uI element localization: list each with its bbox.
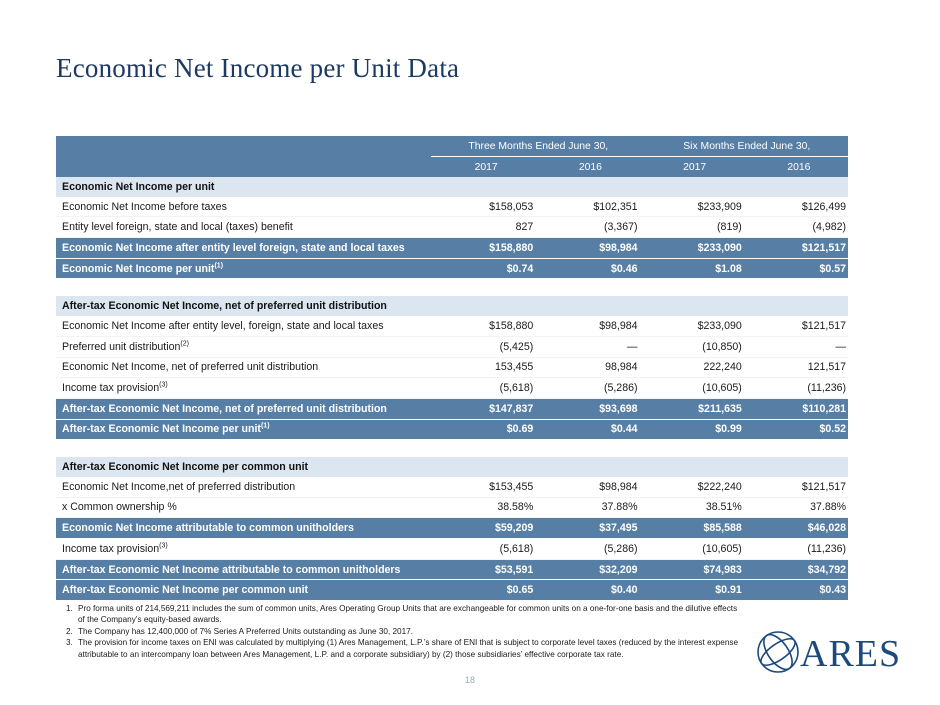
row-label bbox=[56, 296, 431, 316]
cell-value: $0.40 bbox=[535, 580, 639, 601]
cell-value: $0.52 bbox=[744, 419, 848, 440]
row-label bbox=[56, 457, 431, 477]
row-label-text: Economic Net Income per unit bbox=[62, 180, 215, 193]
table-row bbox=[56, 518, 848, 539]
table-row bbox=[56, 357, 848, 378]
row-label-text: Preferred unit distribution bbox=[62, 340, 181, 353]
table-row bbox=[56, 316, 848, 336]
financial-table bbox=[56, 136, 848, 601]
cell-value: $158,880 bbox=[431, 238, 535, 259]
cell-value: (10,605) bbox=[640, 539, 744, 560]
footnote bbox=[66, 603, 746, 626]
footnote-ref: (1) bbox=[260, 422, 270, 430]
row-label bbox=[56, 518, 431, 539]
year-header: 2017 bbox=[640, 157, 744, 178]
cell-value: 827 bbox=[431, 217, 535, 238]
cell-value: (4,982) bbox=[744, 217, 848, 238]
cell-value bbox=[744, 457, 848, 477]
cell-value: 222,240 bbox=[640, 357, 744, 378]
cell-value bbox=[640, 279, 744, 297]
row-label-text: After-tax Economic Net Income, net of preferred unit distribution bbox=[62, 402, 387, 415]
table-row bbox=[56, 398, 848, 419]
period-header-three-months: Three Months Ended June 30, bbox=[431, 136, 640, 157]
cell-value bbox=[640, 457, 744, 477]
row-label-text: After-tax Economic Net Income, net of preferred unit distribution bbox=[62, 300, 387, 313]
table-row bbox=[56, 197, 848, 217]
row-label bbox=[56, 336, 431, 357]
cell-value: $233,090 bbox=[640, 238, 744, 259]
cell-value: $121,517 bbox=[744, 316, 848, 336]
table-row bbox=[56, 217, 848, 238]
row-label-text: After-tax Economic Net Income per unit bbox=[62, 423, 261, 436]
cell-value: 121,517 bbox=[744, 357, 848, 378]
table-row bbox=[56, 539, 848, 560]
row-label bbox=[56, 316, 431, 336]
cell-value: $37,495 bbox=[535, 518, 639, 539]
row-label bbox=[56, 279, 431, 297]
cell-value bbox=[535, 296, 639, 316]
cell-value: $126,499 bbox=[744, 197, 848, 217]
footnote-number: 1. bbox=[66, 604, 73, 613]
year-header-row bbox=[56, 157, 848, 178]
row-label-text: Income tax provision bbox=[62, 542, 160, 555]
cell-value: $0.99 bbox=[640, 419, 744, 440]
footnotes bbox=[66, 603, 746, 660]
cell-value: $93,698 bbox=[535, 398, 639, 419]
cell-value: $53,591 bbox=[431, 559, 535, 580]
section-header-row bbox=[56, 457, 848, 477]
cell-value: $158,053 bbox=[431, 197, 535, 217]
cell-value: $0.57 bbox=[744, 258, 848, 279]
table-row bbox=[56, 497, 848, 518]
cell-value bbox=[535, 177, 639, 197]
row-label bbox=[56, 238, 431, 259]
table-row bbox=[56, 419, 848, 440]
table-row bbox=[56, 580, 848, 601]
cell-value bbox=[431, 177, 535, 197]
cell-value: $121,517 bbox=[744, 238, 848, 259]
cell-value bbox=[744, 296, 848, 316]
cell-value: $0.69 bbox=[431, 419, 535, 440]
cell-value: $1.08 bbox=[640, 258, 744, 279]
cell-value: 98,984 bbox=[535, 357, 639, 378]
page-title: Economic Net Income per Unit Data bbox=[56, 53, 460, 83]
footnote-text: The provision for income taxes on ENI was calculated by multiplying (1) Ares Management, L.P.’s share of ENI that is subject to corporate level taxes (reduced by the interest expense attributable to an intercompany loan between Ares Management, L.P. and a corporate subsidiary) by (2) those subsidiaries’ effective corporate tax rate. bbox=[78, 638, 739, 659]
footnote-number: 3. bbox=[66, 638, 73, 648]
cell-value: (5,618) bbox=[431, 539, 535, 560]
spacer-row bbox=[56, 279, 848, 297]
row-label-text: Income tax provision bbox=[62, 382, 160, 395]
cell-value: $46,028 bbox=[744, 518, 848, 539]
cell-value: (3,367) bbox=[535, 217, 639, 238]
row-label-text: After-tax Economic Net Income per common unit bbox=[62, 584, 309, 597]
cell-value bbox=[640, 177, 744, 197]
cell-value: $74,983 bbox=[640, 559, 744, 580]
cell-value: $0.43 bbox=[744, 580, 848, 601]
row-label bbox=[56, 419, 431, 440]
row-label bbox=[56, 357, 431, 378]
cell-value: — bbox=[744, 336, 848, 357]
section-header-row bbox=[56, 177, 848, 197]
cell-value: (5,286) bbox=[535, 378, 639, 399]
cell-value: $102,351 bbox=[535, 197, 639, 217]
row-label-text: Economic Net Income per unit bbox=[62, 262, 215, 275]
period-header-row bbox=[56, 136, 848, 157]
cell-value bbox=[535, 279, 639, 297]
row-label-text: Entity level foreign, state and local (taxes) benefit bbox=[62, 221, 293, 234]
table-row bbox=[56, 559, 848, 580]
row-label bbox=[56, 559, 431, 580]
cell-value: $211,635 bbox=[640, 398, 744, 419]
row-label bbox=[56, 539, 431, 560]
period-header-six-months: Six Months Ended June 30, bbox=[640, 136, 849, 157]
footnote-ref: (2) bbox=[180, 340, 189, 348]
row-label-text: Economic Net Income,net of preferred distribution bbox=[62, 480, 296, 493]
cell-value: (5,618) bbox=[431, 378, 535, 399]
cell-value: (5,425) bbox=[431, 336, 535, 357]
row-label bbox=[56, 197, 431, 217]
cell-value: $98,984 bbox=[535, 477, 639, 497]
cell-value: 37.88% bbox=[535, 497, 639, 518]
year-header: 2016 bbox=[535, 157, 639, 178]
cell-value: $0.91 bbox=[640, 580, 744, 601]
cell-value: $32,209 bbox=[535, 559, 639, 580]
cell-value bbox=[744, 177, 848, 197]
row-label-text: x Common ownership % bbox=[62, 501, 177, 514]
cell-value: (11,236) bbox=[744, 539, 848, 560]
year-header: 2016 bbox=[744, 157, 848, 178]
cell-value: (10,850) bbox=[640, 336, 744, 357]
cell-value bbox=[431, 279, 535, 297]
footnote-text: Pro forma units of 214,569,211 includes the sum of common units, Ares Operating Group Units that are exchangeable for common units on a one-for-one basis and the dilutive effects of the Company’s equity-based awards. bbox=[78, 604, 738, 625]
cell-value bbox=[640, 440, 744, 458]
cell-value: 37.88% bbox=[744, 497, 848, 518]
cell-value: $98,984 bbox=[535, 316, 639, 336]
page-number: 18 bbox=[465, 675, 476, 685]
cell-value: (11,236) bbox=[744, 378, 848, 399]
section-header-row bbox=[56, 296, 848, 316]
header-blank bbox=[56, 157, 431, 178]
row-label-text: Economic Net Income, net of preferred unit distribution bbox=[62, 361, 319, 374]
cell-value: $147,837 bbox=[431, 398, 535, 419]
cell-value: $0.46 bbox=[535, 258, 639, 279]
cell-value: (5,286) bbox=[535, 539, 639, 560]
row-label bbox=[56, 378, 431, 399]
cell-value: $85,588 bbox=[640, 518, 744, 539]
cell-value bbox=[431, 457, 535, 477]
cell-value: $153,455 bbox=[431, 477, 535, 497]
footnote bbox=[66, 637, 746, 660]
row-label bbox=[56, 440, 431, 458]
row-label-text: Economic Net Income attributable to common unitholders bbox=[62, 522, 354, 535]
row-label bbox=[56, 497, 431, 518]
cell-value bbox=[431, 440, 535, 458]
cell-value bbox=[535, 457, 639, 477]
footnote-number: 2. bbox=[66, 626, 73, 636]
header-blank bbox=[56, 136, 431, 157]
cell-value: 38.58% bbox=[431, 497, 535, 518]
row-label-text: Economic Net Income after entity level foreign, state and local taxes bbox=[62, 241, 405, 254]
cell-value: $233,090 bbox=[640, 316, 744, 336]
cell-value: — bbox=[535, 336, 639, 357]
cell-value: $121,517 bbox=[744, 477, 848, 497]
cell-value: $0.65 bbox=[431, 580, 535, 601]
row-label bbox=[56, 580, 431, 601]
cell-value: (10,605) bbox=[640, 378, 744, 399]
table-row bbox=[56, 336, 848, 357]
spacer-row bbox=[56, 440, 848, 458]
cell-value: $233,909 bbox=[640, 197, 744, 217]
row-label bbox=[56, 477, 431, 497]
row-label bbox=[56, 258, 431, 279]
table-row bbox=[56, 477, 848, 497]
footnote-ref: (3) bbox=[159, 542, 168, 550]
table-row bbox=[56, 258, 848, 279]
row-label-text: After-tax Economic Net Income attributable to common unitholders bbox=[62, 563, 401, 576]
cell-value: $59,209 bbox=[431, 518, 535, 539]
row-label bbox=[56, 398, 431, 419]
row-label-text: After-tax Economic Net Income per common unit bbox=[62, 461, 309, 474]
footnote-ref: (3) bbox=[159, 381, 168, 389]
globe-icon bbox=[757, 630, 799, 674]
cell-value: $110,281 bbox=[744, 398, 848, 419]
cell-value: (819) bbox=[640, 217, 744, 238]
row-label bbox=[56, 177, 431, 197]
row-label bbox=[56, 217, 431, 238]
table-row bbox=[56, 378, 848, 399]
footnote-text: The Company has 12,400,000 of 7% Series A Preferred Units outstanding as June 30, 2017. bbox=[78, 626, 413, 636]
cell-value: 38.51% bbox=[640, 497, 744, 518]
cell-value: $0.74 bbox=[431, 258, 535, 279]
logo-wordmark: ARES bbox=[800, 633, 902, 675]
year-header: 2017 bbox=[431, 157, 535, 178]
cell-value bbox=[744, 279, 848, 297]
cell-value: 153,455 bbox=[431, 357, 535, 378]
cell-value: $98,984 bbox=[535, 238, 639, 259]
cell-value bbox=[744, 440, 848, 458]
cell-value: $34,792 bbox=[744, 559, 848, 580]
row-label-text: Economic Net Income before taxes bbox=[62, 200, 227, 213]
cell-value bbox=[535, 440, 639, 458]
footnote-ref: (1) bbox=[214, 262, 224, 270]
table-row bbox=[56, 238, 848, 259]
cell-value bbox=[431, 296, 535, 316]
row-label-text: Economic Net Income after entity level, foreign, state and local taxes bbox=[62, 319, 384, 332]
cell-value: $0.44 bbox=[535, 419, 639, 440]
cell-value bbox=[640, 296, 744, 316]
cell-value: $158,880 bbox=[431, 316, 535, 336]
footnote bbox=[66, 626, 746, 637]
cell-value: $222,240 bbox=[640, 477, 744, 497]
